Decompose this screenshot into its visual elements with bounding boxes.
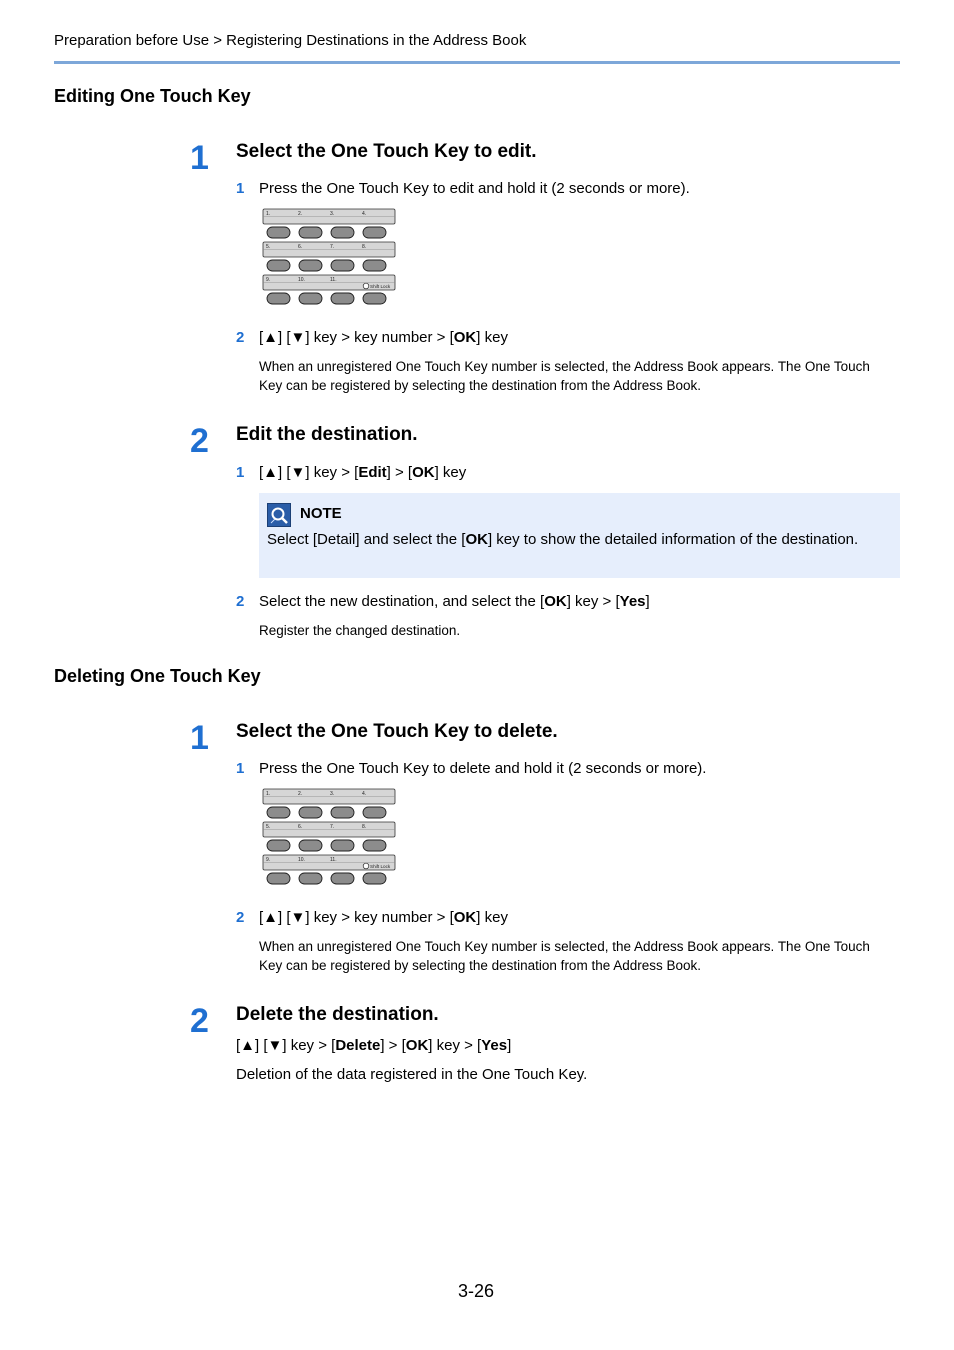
keypad-key-number: 8. [362,824,367,830]
one-touch-key [331,260,354,271]
one-touch-key [299,260,322,271]
keypad-key-number: 7. [330,244,335,250]
one-touch-key [299,873,322,884]
one-touch-key [267,807,290,818]
step-number: 1 [190,719,209,757]
keypad-key-number: 3. [330,791,335,797]
one-touch-key [299,293,322,304]
one-touch-key [363,227,386,238]
one-touch-key [331,807,354,818]
substep-text: [▲] [▼] key > key number > [OK] key [259,329,508,346]
one-touch-key [267,260,290,271]
keypad-key-number: 5. [266,244,271,250]
one-touch-key [331,840,354,851]
shift-lock-label: Shift Lock [370,864,391,869]
one-touch-key [331,873,354,884]
keypad-key-number: 2. [298,791,303,797]
page-number: 3-26 [458,1281,495,1301]
keypad-key-number: 8. [362,244,367,250]
keypad-key-number: 1. [266,211,271,217]
substep-text: Press the One Touch Key to edit and hold it (2 seconds or more). [259,180,690,197]
substep-text: Press the One Touch Key to delete and hold it (2 seconds or more). [259,760,707,777]
header-rule [54,61,900,64]
one-touch-key [363,293,386,304]
note-text: Select [Detail] and select the [OK] key to show the detailed information of the destination. [267,531,859,548]
one-touch-keypad-illustration [262,787,398,891]
shift-lock-label: Shift Lock [370,284,391,289]
one-touch-key [299,807,322,818]
keypad-key-number: 4. [362,791,367,797]
section-title-editing: Editing One Touch Key [54,86,251,106]
keypad-key-number: 10. [298,277,305,283]
step-number: 2 [190,1002,209,1040]
step-title: Delete the destination. [236,1004,439,1025]
substep-number: 1 [236,760,245,777]
keypad-key-number: 9. [266,857,271,863]
keypad-key-number: 11. [330,277,337,283]
substep-text: Select the new destination, and select the [OK] key > [Yes] [259,593,650,610]
note-icon [267,503,291,527]
section-title-deleting: Deleting One Touch Key [54,666,261,686]
keypad-key-number: 1. [266,791,271,797]
step-number: 2 [190,422,209,460]
keypad-key-number: 4. [362,211,367,217]
substep-number: 2 [236,909,245,926]
substep-number: 1 [236,464,245,481]
step-title: Select the One Touch Key to delete. [236,721,558,742]
one-touch-key [363,260,386,271]
keypad-key-number: 11. [330,857,337,863]
keypad-key-number: 9. [266,277,271,283]
note-label: NOTE [300,505,342,522]
step-number: 1 [190,139,209,177]
substep-text: [▲] [▼] key > key number > [OK] key [259,909,508,926]
shift-lock-indicator-icon [363,863,369,869]
step-title: Select the One Touch Key to edit. [236,141,537,162]
step-instruction: [▲] [▼] key > [Delete] > [OK] key > [Yes] [236,1037,512,1054]
one-touch-key [363,873,386,884]
keypad-key-number: 10. [298,857,305,863]
keypad-key-number: 2. [298,211,303,217]
step-description: Deletion of the data registered in the One Touch Key. [236,1066,588,1083]
one-touch-key [331,227,354,238]
substep-number: 2 [236,329,245,346]
substep-number: 1 [236,180,245,197]
one-touch-key [299,840,322,851]
substep-text: [▲] [▼] key > [Edit] > [OK] key [259,464,467,481]
substep-description: Register the changed destination. [259,623,461,638]
one-touch-key [267,840,290,851]
one-touch-keypad-illustration [262,207,398,311]
one-touch-key [267,873,290,884]
breadcrumb: Preparation before Use > Registering Destinations in the Address Book [54,32,527,49]
one-touch-key [363,807,386,818]
substep-number: 2 [236,593,245,610]
one-touch-key [299,227,322,238]
one-touch-key [267,293,290,304]
substep-description: When an unregistered One Touch Key number is selected, the Address Book appears. The One Touch Key can be registered by selecting the destination from the Address Book. [259,939,870,973]
keypad-key-number: 6. [298,244,303,250]
keypad-key-number: 5. [266,824,271,830]
one-touch-key [331,293,354,304]
note-box [259,493,900,578]
one-touch-key [267,227,290,238]
step-title: Edit the destination. [236,424,418,445]
shift-lock-indicator-icon [363,283,369,289]
keypad-key-number: 7. [330,824,335,830]
keypad-key-number: 6. [298,824,303,830]
keypad-key-number: 3. [330,211,335,217]
one-touch-key [363,840,386,851]
substep-description: When an unregistered One Touch Key number is selected, the Address Book appears. The One Touch Key can be registered by selecting the destination from the Address Book. [259,359,870,393]
